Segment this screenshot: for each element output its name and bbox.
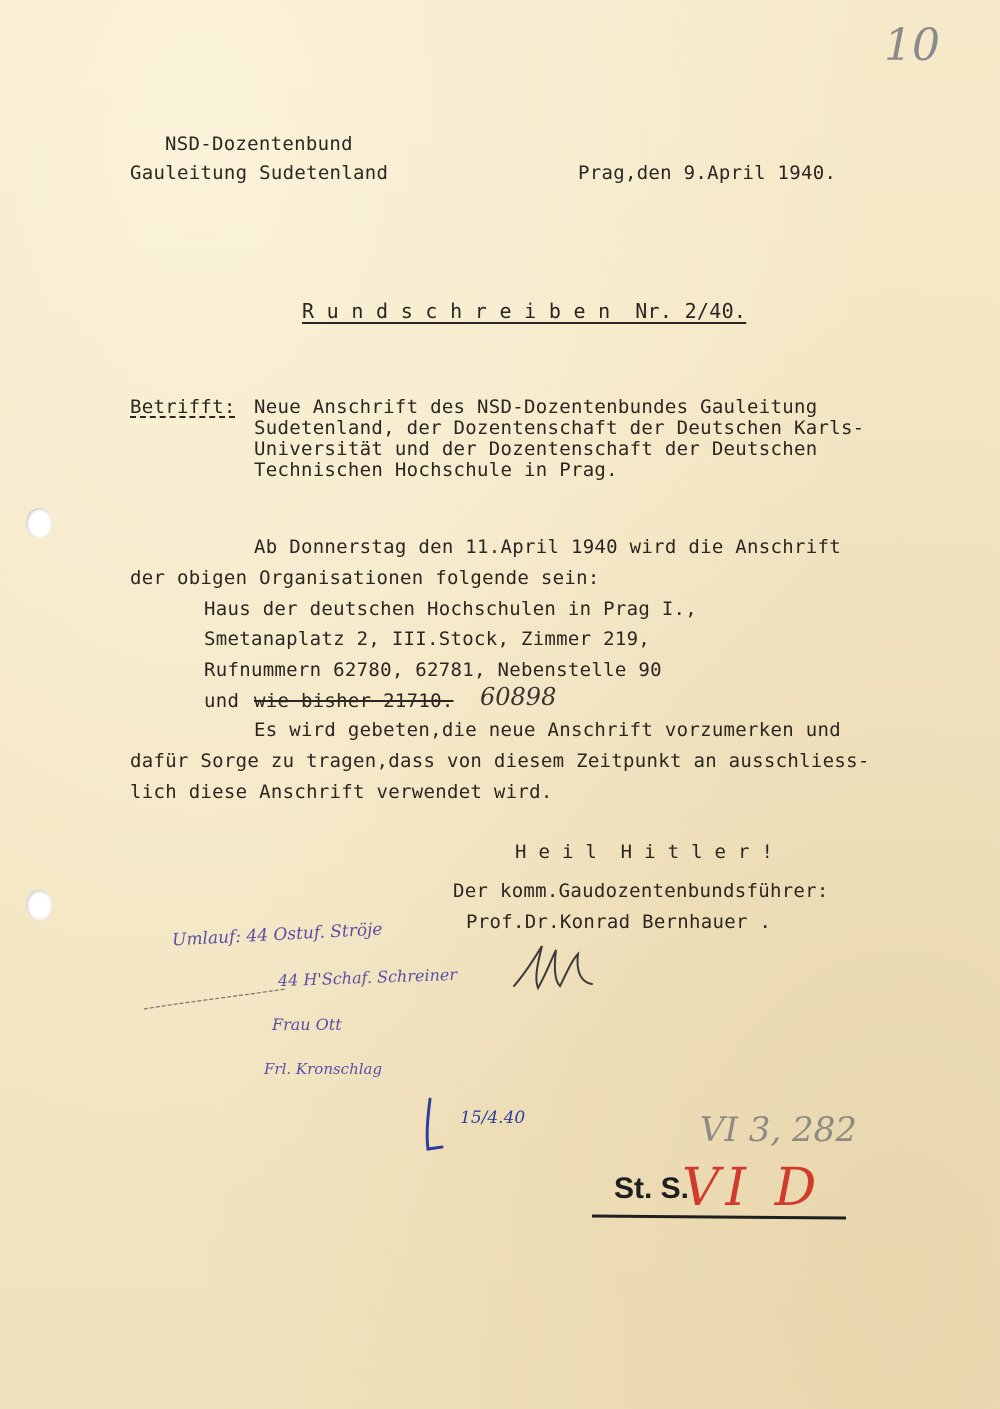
routing-note-line: Frau Ott (272, 1015, 342, 1034)
struck-old-number: wie bisher 21710. (254, 690, 454, 712)
address-line: Rufnummern 62780, 62781, Nebenstelle 90 (204, 659, 662, 681)
signature-scribble (508, 940, 598, 1000)
subject-line: Sudetenland, der Dozentenschaft der Deutschen Karls- (254, 417, 865, 439)
subject-line: Technischen Hochschule in Prag. (254, 459, 618, 481)
signatory-role: Der komm.Gaudozentenbundsführer: (453, 880, 829, 902)
org-division: Gauleitung Sudetenland (130, 162, 389, 184)
body-intro-line: Ab Donnerstag den 11.April 1940 wird die Anschrift (254, 536, 841, 558)
handwritten-new-number: 60898 (480, 683, 557, 711)
request-line: Es wird gebeten,die neue Anschrift vorzumerken und (254, 719, 841, 741)
filing-note: VI 3, 282 (700, 1110, 857, 1150)
body-intro-line: der obigen Organisationen folgende sein: (130, 567, 600, 589)
address-line: Haus der deutschen Hochschulen in Prag I., (204, 598, 698, 620)
stamp-value: VI D (682, 1158, 823, 1218)
request-line: lich diese Anschrift verwendet wird. (130, 781, 553, 803)
routing-note-line: Umlauf: 44 Ostuf. Ströje (171, 919, 383, 951)
request-line: dafür Sorge zu tragen,dass von diesem Zeitpunkt an ausschliess- (130, 750, 870, 772)
subject-label: Betrifft: (130, 396, 236, 418)
receipt-date: 15/4.40 (460, 1108, 526, 1128)
pencil-stroke (140, 985, 290, 1015)
address-und: und (204, 690, 240, 712)
subject-line: Neue Anschrift des NSD-Dozentenbundes Gauleitung (254, 396, 818, 418)
signatory-name: Prof.Dr.Konrad Bernhauer . (466, 911, 772, 933)
document-title: R u n d s c h r e i b e n Nr. 2/40. (302, 299, 747, 323)
stamp-label: St. S. (614, 1172, 690, 1205)
address-line: Smetanaplatz 2, III.Stock, Zimmer 219, (204, 628, 651, 650)
org-name: NSD-Dozentenbund (165, 133, 353, 155)
routing-note-line: 44 H'Schaf. Schreiner (277, 964, 458, 991)
closing-greeting: H e i l H i t l e r ! (515, 841, 774, 863)
punch-hole-top (26, 508, 52, 538)
subject-line: Universität und der Dozentenschaft der Deutschen (254, 438, 818, 460)
punch-hole-bottom (26, 890, 52, 920)
place-date: Prag,den 9.April 1940. (578, 162, 837, 184)
page-number: 10 (884, 20, 940, 71)
initial-mark (420, 1095, 450, 1155)
routing-note-line: Frl. Kronschlag (264, 1060, 383, 1078)
